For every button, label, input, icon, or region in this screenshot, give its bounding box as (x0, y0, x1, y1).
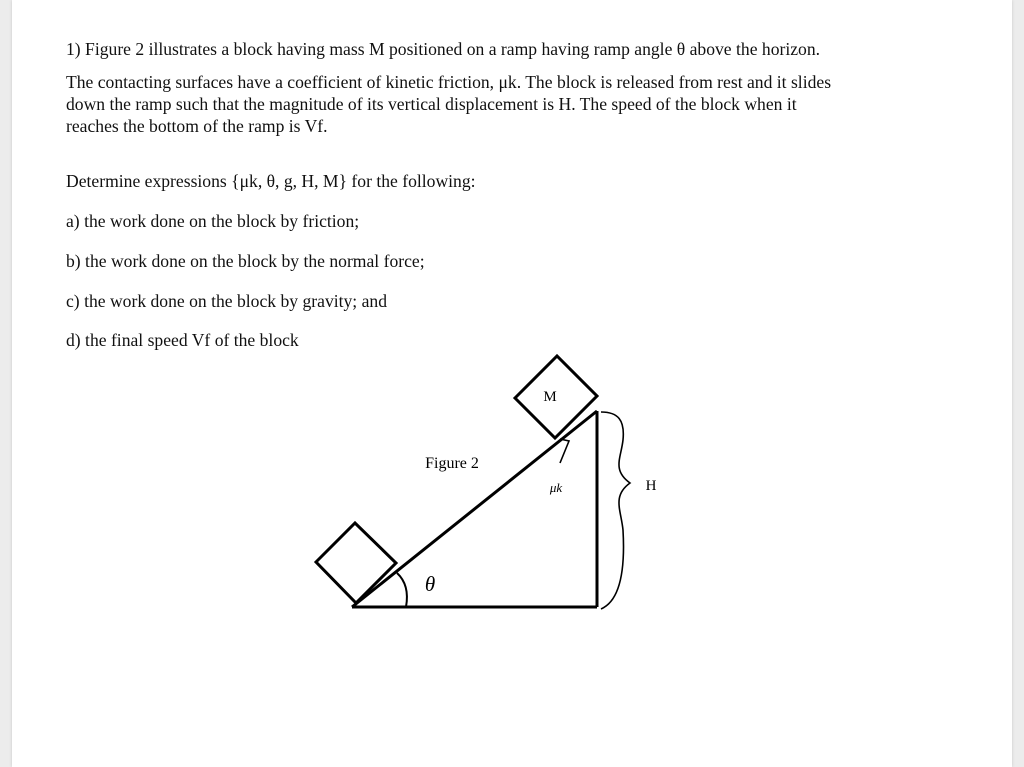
friction-label: μk (549, 480, 563, 495)
figure-caption: Figure 2 (425, 455, 479, 472)
question-d: d) the final speed Vf of the block (66, 330, 299, 350)
question-c: c) the work done on the block by gravity; and (66, 291, 388, 311)
problem-line-4: reaches the bottom of the ramp is Vf. (66, 116, 328, 136)
ramp-triangle (352, 411, 597, 607)
question-a: a) the work done on the block by friction; (66, 211, 360, 231)
problem-line-3: down the ramp such that the magnitude of its vertical displacement is H. The speed of the block when it (66, 94, 797, 114)
friction-arrow-icon (560, 439, 569, 463)
angle-label: θ (424, 572, 436, 596)
height-label: H (645, 478, 657, 494)
question-b: b) the work done on the block by the normal force; (66, 251, 425, 271)
block-bottom (316, 523, 396, 603)
block-label: M (543, 389, 557, 405)
problem-line-2: The contacting surfaces have a coefficient of kinetic friction, μk. The block is released from rest and it slides (66, 72, 832, 92)
block-top (515, 356, 597, 438)
angle-arc (397, 573, 407, 607)
problem-line-1: 1) Figure 2 illustrates a block having mass M positioned on a ramp having ramp angle θ above the horizon. (66, 39, 821, 59)
instructions-prompt: Determine expressions {μk, θ, g, H, M} for the following: (66, 171, 476, 191)
height-brace (601, 412, 630, 609)
